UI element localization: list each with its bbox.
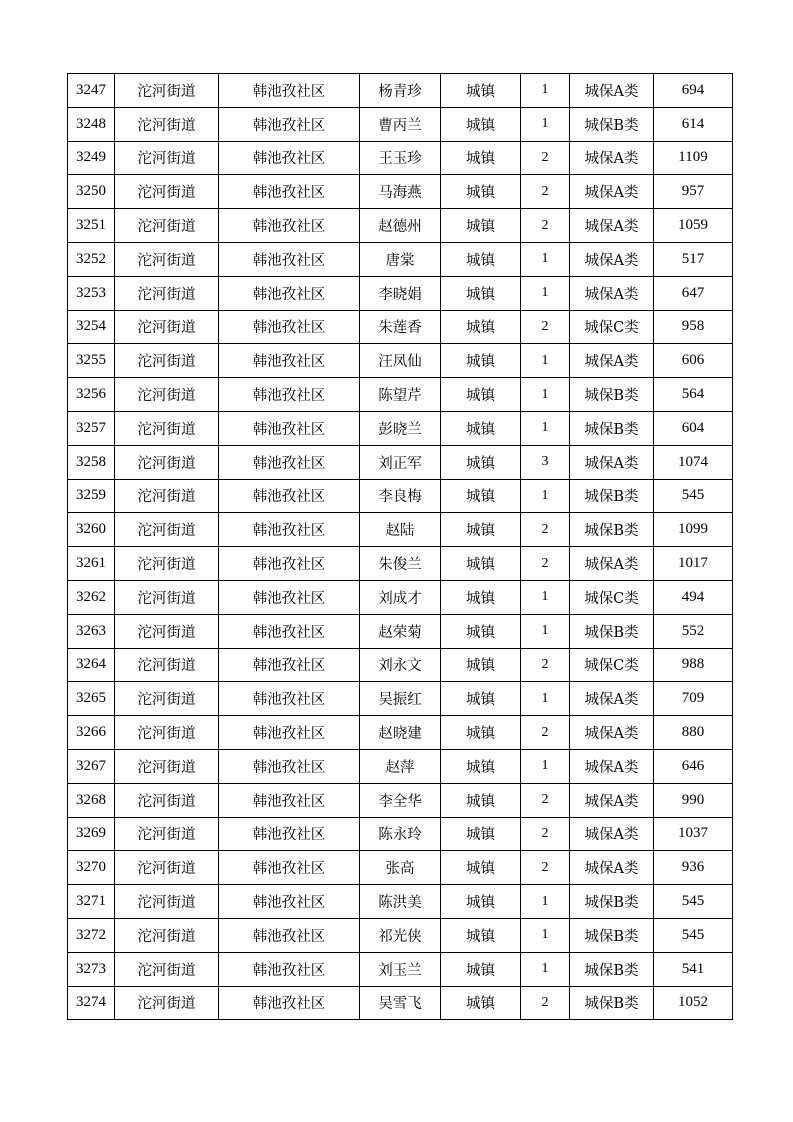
amount-cell: 1037 [654,817,733,851]
area-type-cell: 城镇 [441,310,521,344]
insurance-category-cell: 城保A类 [570,682,654,716]
insurance-category-cell: 城保B类 [570,885,654,919]
street-cell: 沱河街道 [115,648,219,682]
street-cell: 沱河街道 [115,547,219,581]
person-name-cell: 刘成才 [360,580,441,614]
area-type-cell: 城镇 [441,445,521,479]
amount-cell: 552 [654,614,733,648]
row-id-cell: 3263 [68,614,115,648]
community-cell: 韩池孜社区 [219,479,360,513]
community-cell: 韩池孜社区 [219,378,360,412]
person-name-cell: 曹丙兰 [360,107,441,141]
amount-cell: 958 [654,310,733,344]
table-row [68,851,733,885]
street-cell: 沱河街道 [115,378,219,412]
insurance-category-cell: 城保B类 [570,986,654,1020]
community-cell: 韩池孜社区 [219,411,360,445]
amount-cell: 545 [654,479,733,513]
household-size-cell: 1 [521,378,570,412]
street-cell: 沱河街道 [115,614,219,648]
insurance-category-cell: 城保B类 [570,918,654,952]
person-name-cell: 刘玉兰 [360,952,441,986]
row-id-cell: 3270 [68,851,115,885]
person-name-cell: 张高 [360,851,441,885]
row-id-cell: 3262 [68,580,115,614]
household-size-cell: 1 [521,344,570,378]
street-cell: 沱河街道 [115,141,219,175]
household-size-cell: 1 [521,918,570,952]
street-cell: 沱河街道 [115,175,219,209]
person-name-cell: 赵晓建 [360,716,441,750]
insurance-category-cell: 城保B类 [570,952,654,986]
table-row [68,749,733,783]
amount-cell: 604 [654,411,733,445]
table-row [68,986,733,1020]
amount-cell: 936 [654,851,733,885]
household-size-cell: 1 [521,411,570,445]
household-size-cell: 2 [521,817,570,851]
area-type-cell: 城镇 [441,817,521,851]
table-row [68,885,733,919]
row-id-cell: 3254 [68,310,115,344]
street-cell: 沱河街道 [115,952,219,986]
community-cell: 韩池孜社区 [219,209,360,243]
area-type-cell: 城镇 [441,716,521,750]
amount-cell: 957 [654,175,733,209]
table-row [68,580,733,614]
table-row [68,648,733,682]
person-name-cell: 陈洪美 [360,885,441,919]
table-row [68,209,733,243]
row-id-cell: 3247 [68,74,115,108]
area-type-cell: 城镇 [441,614,521,648]
household-size-cell: 2 [521,648,570,682]
person-name-cell: 李晓娟 [360,276,441,310]
household-size-cell: 2 [521,310,570,344]
amount-cell: 494 [654,580,733,614]
street-cell: 沱河街道 [115,276,219,310]
street-cell: 沱河街道 [115,242,219,276]
amount-cell: 646 [654,749,733,783]
insurance-category-cell: 城保C类 [570,580,654,614]
street-cell: 沱河街道 [115,986,219,1020]
row-id-cell: 3272 [68,918,115,952]
table-row [68,276,733,310]
street-cell: 沱河街道 [115,209,219,243]
amount-cell: 545 [654,918,733,952]
community-cell: 韩池孜社区 [219,310,360,344]
household-size-cell: 1 [521,479,570,513]
row-id-cell: 3259 [68,479,115,513]
community-cell: 韩池孜社区 [219,175,360,209]
person-name-cell: 李良梅 [360,479,441,513]
person-name-cell: 赵德州 [360,209,441,243]
area-type-cell: 城镇 [441,276,521,310]
area-type-cell: 城镇 [441,749,521,783]
insurance-category-cell: 城保B类 [570,378,654,412]
amount-cell: 541 [654,952,733,986]
person-name-cell: 刘永文 [360,648,441,682]
amount-cell: 614 [654,107,733,141]
insurance-category-cell: 城保B类 [570,513,654,547]
table-row [68,513,733,547]
person-name-cell: 赵荣菊 [360,614,441,648]
person-name-cell: 赵萍 [360,749,441,783]
community-cell: 韩池孜社区 [219,344,360,378]
table-row [68,817,733,851]
table-row [68,107,733,141]
community-cell: 韩池孜社区 [219,547,360,581]
area-type-cell: 城镇 [441,242,521,276]
community-cell: 韩池孜社区 [219,682,360,716]
community-cell: 韩池孜社区 [219,749,360,783]
street-cell: 沱河街道 [115,107,219,141]
amount-cell: 1074 [654,445,733,479]
area-type-cell: 城镇 [441,547,521,581]
row-id-cell: 3266 [68,716,115,750]
area-type-cell: 城镇 [441,479,521,513]
community-cell: 韩池孜社区 [219,107,360,141]
table-row [68,783,733,817]
household-size-cell: 1 [521,885,570,919]
street-cell: 沱河街道 [115,885,219,919]
area-type-cell: 城镇 [441,851,521,885]
person-name-cell: 汪凤仙 [360,344,441,378]
person-name-cell: 朱莲香 [360,310,441,344]
community-cell: 韩池孜社区 [219,648,360,682]
household-size-cell: 2 [521,175,570,209]
amount-cell: 517 [654,242,733,276]
table-row [68,479,733,513]
person-name-cell: 赵陆 [360,513,441,547]
table-row [68,378,733,412]
street-cell: 沱河街道 [115,716,219,750]
household-size-cell: 2 [521,513,570,547]
insurance-category-cell: 城保A类 [570,749,654,783]
community-cell: 韩池孜社区 [219,445,360,479]
household-size-cell: 2 [521,209,570,243]
area-type-cell: 城镇 [441,107,521,141]
row-id-cell: 3256 [68,378,115,412]
table-row [68,175,733,209]
insurance-category-cell: 城保A类 [570,716,654,750]
community-cell: 韩池孜社区 [219,918,360,952]
amount-cell: 545 [654,885,733,919]
insurance-category-cell: 城保A类 [570,851,654,885]
row-id-cell: 3248 [68,107,115,141]
community-cell: 韩池孜社区 [219,276,360,310]
area-type-cell: 城镇 [441,411,521,445]
street-cell: 沱河街道 [115,411,219,445]
insurance-category-cell: 城保A类 [570,445,654,479]
table-row [68,952,733,986]
row-id-cell: 3253 [68,276,115,310]
amount-cell: 564 [654,378,733,412]
row-id-cell: 3268 [68,783,115,817]
row-id-cell: 3258 [68,445,115,479]
amount-cell: 880 [654,716,733,750]
street-cell: 沱河街道 [115,310,219,344]
area-type-cell: 城镇 [441,648,521,682]
amount-cell: 988 [654,648,733,682]
insurance-category-cell: 城保A类 [570,175,654,209]
amount-cell: 1052 [654,986,733,1020]
person-name-cell: 马海燕 [360,175,441,209]
row-id-cell: 3269 [68,817,115,851]
area-type-cell: 城镇 [441,918,521,952]
community-cell: 韩池孜社区 [219,716,360,750]
street-cell: 沱河街道 [115,851,219,885]
household-size-cell: 2 [521,716,570,750]
area-type-cell: 城镇 [441,952,521,986]
row-id-cell: 3267 [68,749,115,783]
area-type-cell: 城镇 [441,344,521,378]
insurance-category-cell: 城保A类 [570,276,654,310]
household-size-cell: 1 [521,242,570,276]
area-type-cell: 城镇 [441,378,521,412]
row-id-cell: 3252 [68,242,115,276]
community-cell: 韩池孜社区 [219,885,360,919]
community-cell: 韩池孜社区 [219,141,360,175]
street-cell: 沱河街道 [115,749,219,783]
household-size-cell: 1 [521,614,570,648]
insurance-category-cell: 城保A类 [570,74,654,108]
insurance-category-cell: 城保A类 [570,141,654,175]
community-cell: 韩池孜社区 [219,952,360,986]
insurance-category-cell: 城保A类 [570,783,654,817]
row-id-cell: 3260 [68,513,115,547]
area-type-cell: 城镇 [441,175,521,209]
community-cell: 韩池孜社区 [219,614,360,648]
person-name-cell: 李全华 [360,783,441,817]
amount-cell: 1099 [654,513,733,547]
person-name-cell: 刘正军 [360,445,441,479]
row-id-cell: 3271 [68,885,115,919]
area-type-cell: 城镇 [441,783,521,817]
data-table [67,73,733,1020]
row-id-cell: 3274 [68,986,115,1020]
table-row [68,682,733,716]
area-type-cell: 城镇 [441,513,521,547]
person-name-cell: 朱俊兰 [360,547,441,581]
household-size-cell: 1 [521,749,570,783]
person-name-cell: 吴振红 [360,682,441,716]
table-row [68,242,733,276]
insurance-category-cell: 城保A类 [570,242,654,276]
household-size-cell: 2 [521,783,570,817]
insurance-category-cell: 城保C类 [570,648,654,682]
person-name-cell: 彭晓兰 [360,411,441,445]
household-size-cell: 3 [521,445,570,479]
insurance-category-cell: 城保B类 [570,411,654,445]
area-type-cell: 城镇 [441,986,521,1020]
community-cell: 韩池孜社区 [219,513,360,547]
table-row [68,547,733,581]
table-row [68,141,733,175]
household-size-cell: 1 [521,682,570,716]
area-type-cell: 城镇 [441,209,521,243]
table-body [68,74,733,1020]
amount-cell: 1059 [654,209,733,243]
row-id-cell: 3257 [68,411,115,445]
household-size-cell: 1 [521,107,570,141]
street-cell: 沱河街道 [115,783,219,817]
street-cell: 沱河街道 [115,344,219,378]
insurance-category-cell: 城保A类 [570,344,654,378]
amount-cell: 1017 [654,547,733,581]
street-cell: 沱河街道 [115,580,219,614]
amount-cell: 606 [654,344,733,378]
community-cell: 韩池孜社区 [219,986,360,1020]
table-row [68,445,733,479]
household-size-cell: 2 [521,141,570,175]
row-id-cell: 3264 [68,648,115,682]
amount-cell: 1109 [654,141,733,175]
amount-cell: 990 [654,783,733,817]
household-size-cell: 2 [521,547,570,581]
person-name-cell: 杨青珍 [360,74,441,108]
table-row [68,716,733,750]
household-size-cell: 1 [521,74,570,108]
insurance-category-cell: 城保B类 [570,479,654,513]
row-id-cell: 3273 [68,952,115,986]
household-size-cell: 1 [521,580,570,614]
community-cell: 韩池孜社区 [219,242,360,276]
street-cell: 沱河街道 [115,74,219,108]
row-id-cell: 3250 [68,175,115,209]
household-size-cell: 2 [521,986,570,1020]
area-type-cell: 城镇 [441,682,521,716]
person-name-cell: 陈永玲 [360,817,441,851]
person-name-cell: 唐棠 [360,242,441,276]
community-cell: 韩池孜社区 [219,74,360,108]
person-name-cell: 王玉珍 [360,141,441,175]
household-size-cell: 1 [521,952,570,986]
street-cell: 沱河街道 [115,682,219,716]
street-cell: 沱河街道 [115,479,219,513]
table-row [68,411,733,445]
insurance-category-cell: 城保B类 [570,107,654,141]
area-type-cell: 城镇 [441,74,521,108]
area-type-cell: 城镇 [441,885,521,919]
community-cell: 韩池孜社区 [219,817,360,851]
amount-cell: 647 [654,276,733,310]
row-id-cell: 3255 [68,344,115,378]
person-name-cell: 吴雪飞 [360,986,441,1020]
table-row [68,344,733,378]
row-id-cell: 3265 [68,682,115,716]
row-id-cell: 3249 [68,141,115,175]
household-size-cell: 2 [521,851,570,885]
community-cell: 韩池孜社区 [219,580,360,614]
street-cell: 沱河街道 [115,918,219,952]
community-cell: 韩池孜社区 [219,783,360,817]
table-row [68,74,733,108]
row-id-cell: 3261 [68,547,115,581]
table-row [68,918,733,952]
table-row [68,614,733,648]
row-id-cell: 3251 [68,209,115,243]
community-cell: 韩池孜社区 [219,851,360,885]
area-type-cell: 城镇 [441,580,521,614]
person-name-cell: 陈望芹 [360,378,441,412]
person-name-cell: 祁光侠 [360,918,441,952]
insurance-category-cell: 城保B类 [570,614,654,648]
table-row [68,310,733,344]
amount-cell: 694 [654,74,733,108]
insurance-category-cell: 城保C类 [570,310,654,344]
street-cell: 沱河街道 [115,445,219,479]
street-cell: 沱河街道 [115,513,219,547]
household-size-cell: 1 [521,276,570,310]
amount-cell: 709 [654,682,733,716]
street-cell: 沱河街道 [115,817,219,851]
insurance-category-cell: 城保A类 [570,209,654,243]
insurance-category-cell: 城保A类 [570,547,654,581]
insurance-category-cell: 城保A类 [570,817,654,851]
area-type-cell: 城镇 [441,141,521,175]
